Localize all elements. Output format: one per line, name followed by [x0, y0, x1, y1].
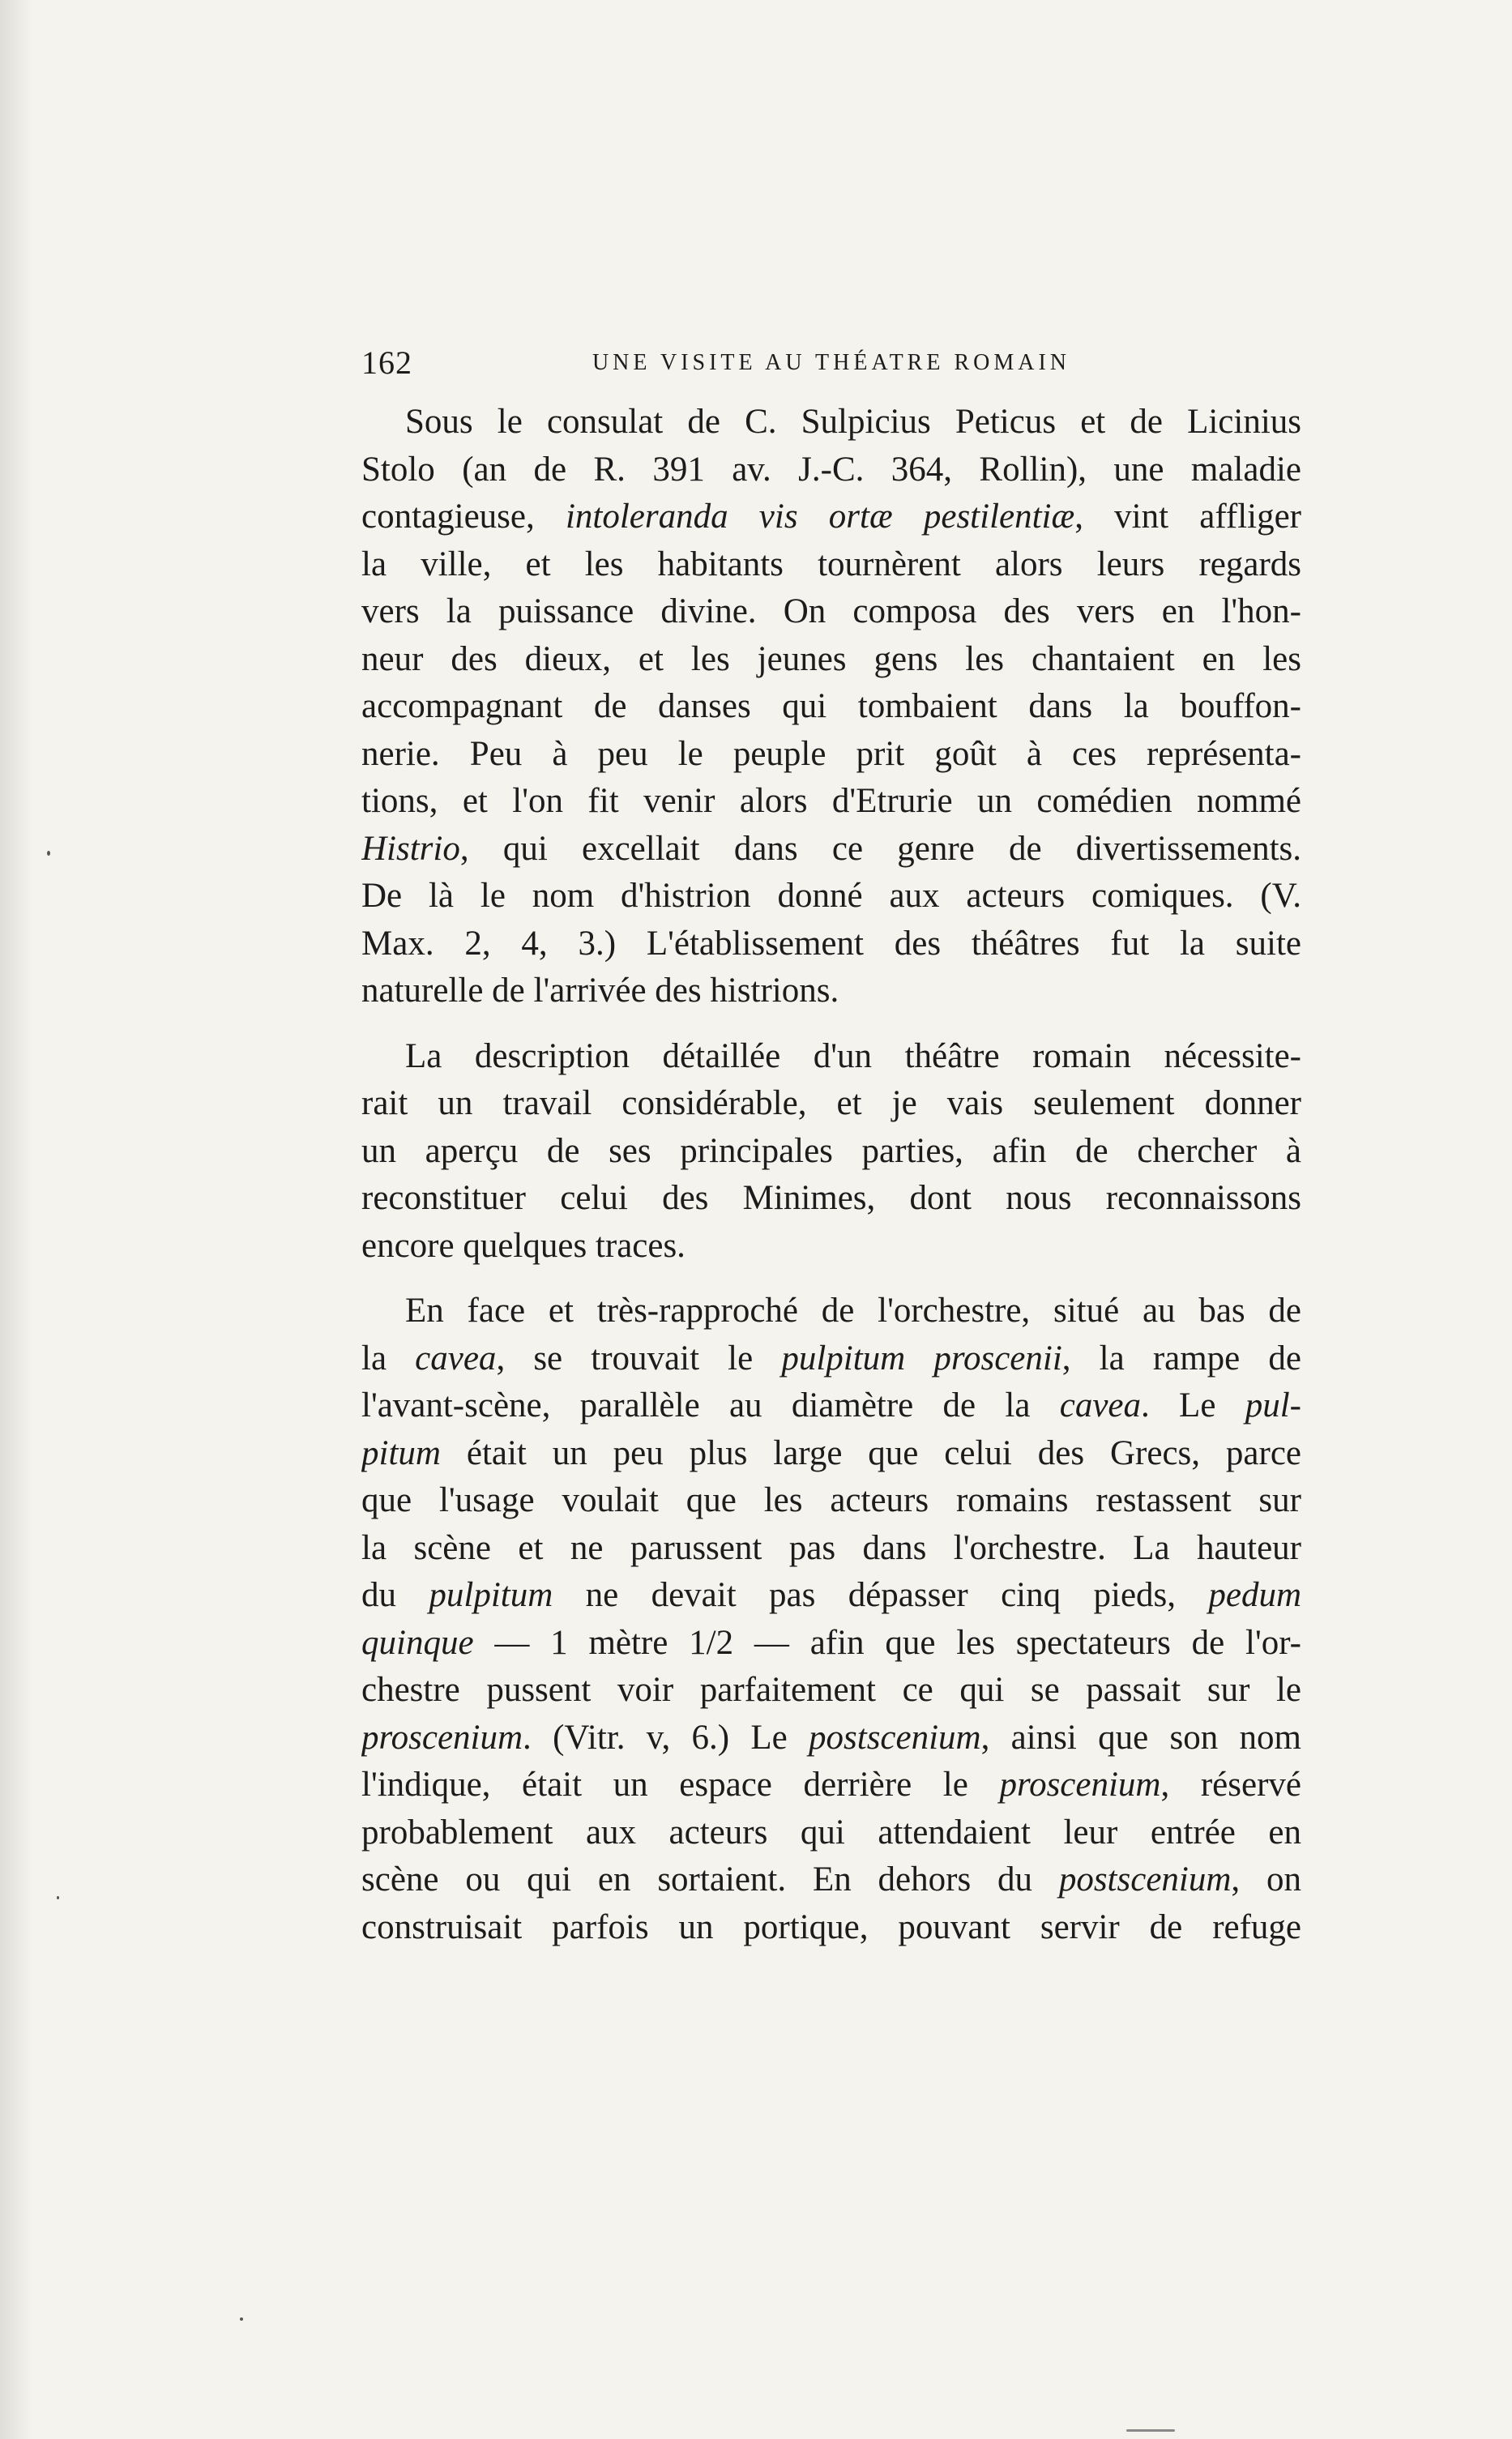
text-line: Stolo (an de R. 391 av. J.-C. 364, Rollin), une maladie	[361, 450, 1301, 489]
text-line: naturelle de l'arrivée des histrions.	[361, 972, 839, 1010]
text-line: la scène et ne parussent pas dans l'orchestre. La hauteur	[361, 1528, 1301, 1567]
text-line: l'indique, était un espace derrière le proscenium, réservé	[361, 1766, 1301, 1804]
print-speck	[57, 1896, 59, 1899]
text-line: nerie. Peu à peu le peuple prit goût à ces représenta-	[361, 734, 1301, 773]
text-line: Histrio, qui excellait dans ce genre de divertissements.	[361, 829, 1301, 868]
text-line: rait un travail considérable, et je vais seulement donner	[361, 1084, 1301, 1122]
text-line: De là le nom d'histrion donné aux acteurs comiques. (V.	[361, 877, 1301, 915]
text-line: un aperçu de ses principales parties, afin de chercher à	[361, 1131, 1301, 1170]
page-header	[361, 344, 1301, 392]
text-line: la cavea, se trouvait le pulpitum proscenii, la rampe de	[361, 1339, 1301, 1378]
text-line: l'avant-scène, parallèle au diamètre de la cavea. Le pul-	[361, 1386, 1301, 1425]
text-line: encore quelques traces.	[361, 1226, 686, 1265]
print-speck	[240, 2317, 243, 2321]
text-line: tions, et l'on fit venir alors d'Etrurie un comédien nommé	[361, 782, 1301, 820]
text-line: probablement aux acteurs qui attendaient leur entrée en	[361, 1813, 1301, 1852]
text-line: neur des dieux, et les jeunes gens les chantaient en les	[361, 639, 1301, 678]
text-line: que l'usage voulait que les acteurs romains restassent sur	[361, 1481, 1301, 1519]
text-line: accompagnant de danses qui tombaient dans la bouffon-	[361, 687, 1301, 725]
text-line: scène ou qui en sortaient. En dehors du postscenium, on	[361, 1860, 1301, 1899]
print-speck	[47, 851, 50, 856]
print-speck	[1126, 2429, 1175, 2432]
body-text	[361, 399, 1301, 1951]
page-number: 162	[361, 344, 412, 381]
text-line: du pulpitum ne devait pas dépasser cinq pieds, pedum	[361, 1576, 1301, 1614]
text-line: reconstituer celui des Minimes, dont nous reconnaissons	[361, 1179, 1301, 1217]
paragraph	[361, 1288, 1301, 1951]
text-line: vers la puissance divine. On composa des vers en l'hon-	[361, 592, 1301, 630]
text-line: construisait parfois un portique, pouvant servir de refuge	[361, 1907, 1301, 1946]
text-line: pitum était un peu plus large que celui des Grecs, parce	[361, 1433, 1301, 1472]
text-line: La description détaillée d'un théâtre romain nécessite-	[405, 1036, 1301, 1075]
paragraph	[361, 1033, 1301, 1271]
text-line: Sous le consulat de C. Sulpicius Peticus et de Licinius	[405, 403, 1301, 441]
page-edge-shadow	[0, 0, 32, 2439]
text-line: chestre pussent voir parfaitement ce qui se passait sur le	[361, 1671, 1301, 1709]
text-line: la ville, et les habitants tournèrent alors leurs regards	[361, 545, 1301, 583]
text-line: contagieuse, intoleranda vis ortæ pestilentiæ, vint affliger	[361, 498, 1301, 536]
paragraph	[361, 399, 1301, 1015]
text-line: En face et très-rapproché de l'orchestre, situé au bas de	[405, 1292, 1301, 1330]
running-title: UNE VISITE AU THÉATRE ROMAIN	[592, 350, 1071, 375]
text-line: quinque — 1 mètre 1/2 — afin que les spectateurs de l'or-	[361, 1623, 1301, 1662]
text-line: proscenium. (Vitr. v, 6.) Le postscenium, ainsi que son nom	[361, 1718, 1301, 1757]
text-line: Max. 2, 4, 3.) L'établissement des théâtres fut la suite	[361, 924, 1301, 963]
